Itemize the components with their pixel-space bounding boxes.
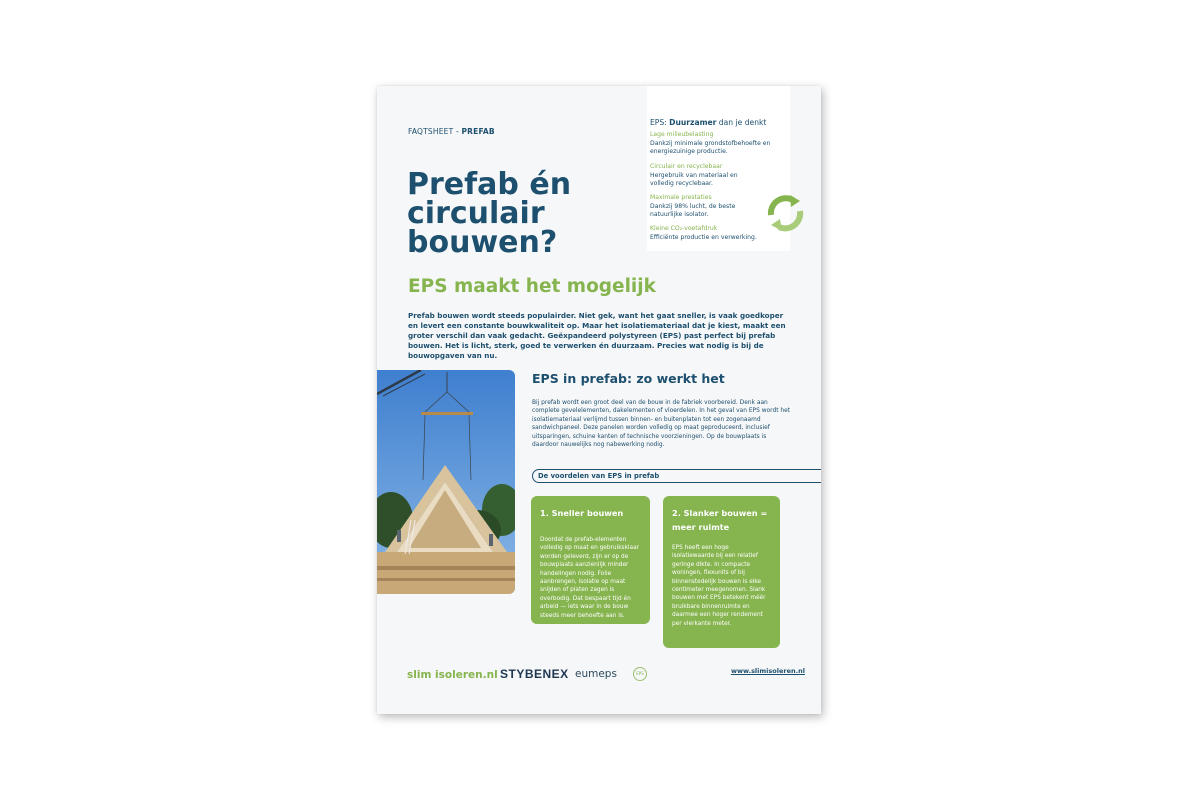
benefit-item bbox=[650, 225, 775, 242]
advantage-title: 2. Slanker bouwen = meer ruimte bbox=[672, 508, 768, 532]
eyebrow-prefix: FAQTSHEET - bbox=[408, 127, 462, 136]
sustainability-card bbox=[647, 86, 790, 251]
advantage-title: 1. Sneller bouwen bbox=[540, 508, 624, 518]
advantage-box bbox=[663, 496, 780, 648]
benefit-item bbox=[650, 163, 755, 189]
advantage-text: EPS heeft een hoge isolatiewaarde bij een relatief geringe dikte. In compacte woningen, flexunits of bij binnenstedelijk bouwen is elke centimeter meegenomen. Slank bouwen met EPS betekent méér bruikbare binnenruimte en daarmee een hoger rendement per vierkante meter. bbox=[672, 545, 766, 627]
card-title bbox=[650, 118, 766, 127]
intro-paragraph: Prefab bouwen wordt steeds populairder. Niet gek, want het gaat sneller, is vaak goedkoper en levert een constante bouwkwaliteit op. Maar het isolatiemateriaal dat je kiest, maakt een groter verschil dan vaak gedacht. Geëxpandeerd polystyreen (EPS) past perfect bij prefab bouwen. Het is licht, sterk, goed te verwerken én duurzaam. Precies wat nodig is bij de bouwopgaven van nu. bbox=[408, 311, 786, 360]
recycle-icon bbox=[763, 191, 807, 235]
benefit-text: Hergebruik van materiaal en volledig recyclebaar. bbox=[650, 171, 738, 188]
advantage-text: Doordat de prefab-elementen volledig op maat en gebruiksklaar worden geleverd, zijn er op de bouwplaats aanzienlijk minder handelingen nodig. Folie aanbrengen, isolatie op maat snijden of platen zagen is overbodig. Dat bespaart tijd én arbeid — iets waar in de bouw steeds meer behoefte aan is. bbox=[540, 537, 640, 619]
advantages-pill: De voordelen van EPS in prefab bbox=[532, 469, 821, 483]
benefit-text: Dankzij minimale grondstofbehoefte en energiezuinige productie. bbox=[650, 139, 771, 156]
benefit-text: Efficiënte productie en verwerking. bbox=[650, 233, 757, 241]
construction-photo bbox=[377, 370, 515, 594]
section-body: Bij prefab wordt een groot deel van de bouw in de fabriek voorbereid. Denk aan complete gevelelementen, dakelementen of vloerdelen. In het geval van EPS wordt het isolatiemateriaal verlijmd tussen binnen- en buitenplaten tot een zogenaamd sandwichpaneel. Deze panelen worden volledig op maat geproduceerd, inclusief uitsparingen, schuine kanten of technische voorzieningen. Op de bouwplaats is daardoor nauwelijks nog nabewerking nodig. bbox=[532, 400, 791, 449]
eyebrow bbox=[408, 127, 495, 136]
factsheet-page bbox=[377, 86, 821, 714]
benefit-heading: Maximale prestaties bbox=[650, 194, 712, 201]
section-title: EPS in prefab: zo werkt het bbox=[532, 371, 725, 386]
slim-isoleren-logo: slim isoleren.nl bbox=[407, 669, 498, 681]
benefit-heading: Kleine CO₂-voetafdruk bbox=[650, 225, 718, 232]
website-link[interactable]: www.slimisoleren.nl bbox=[731, 667, 805, 675]
benefit-heading: Lage milieubelasting bbox=[650, 131, 714, 138]
advantage-box bbox=[531, 496, 650, 624]
benefit-item bbox=[650, 194, 750, 220]
page-title: Prefab én circulair bouwen? bbox=[407, 167, 572, 260]
eyebrow-bold: PREFAB bbox=[461, 127, 495, 136]
benefit-text: Dankzij 98% lucht, de beste natuurlijke isolator. bbox=[650, 202, 736, 219]
card-title-suffix: dan je denkt bbox=[716, 118, 767, 127]
eumeps-logo: eumeps bbox=[575, 668, 617, 680]
stybenex-logo: STYBENEX bbox=[500, 667, 569, 681]
benefit-item bbox=[650, 131, 775, 157]
card-title-prefix: EPS: bbox=[650, 118, 670, 127]
page-subtitle: EPS maakt het mogelijk bbox=[408, 276, 656, 297]
card-title-bold: Duurzamer bbox=[669, 118, 717, 127]
benefit-heading: Circulair en recyclebaar bbox=[650, 163, 723, 170]
eps-logo: EPS bbox=[633, 667, 647, 681]
